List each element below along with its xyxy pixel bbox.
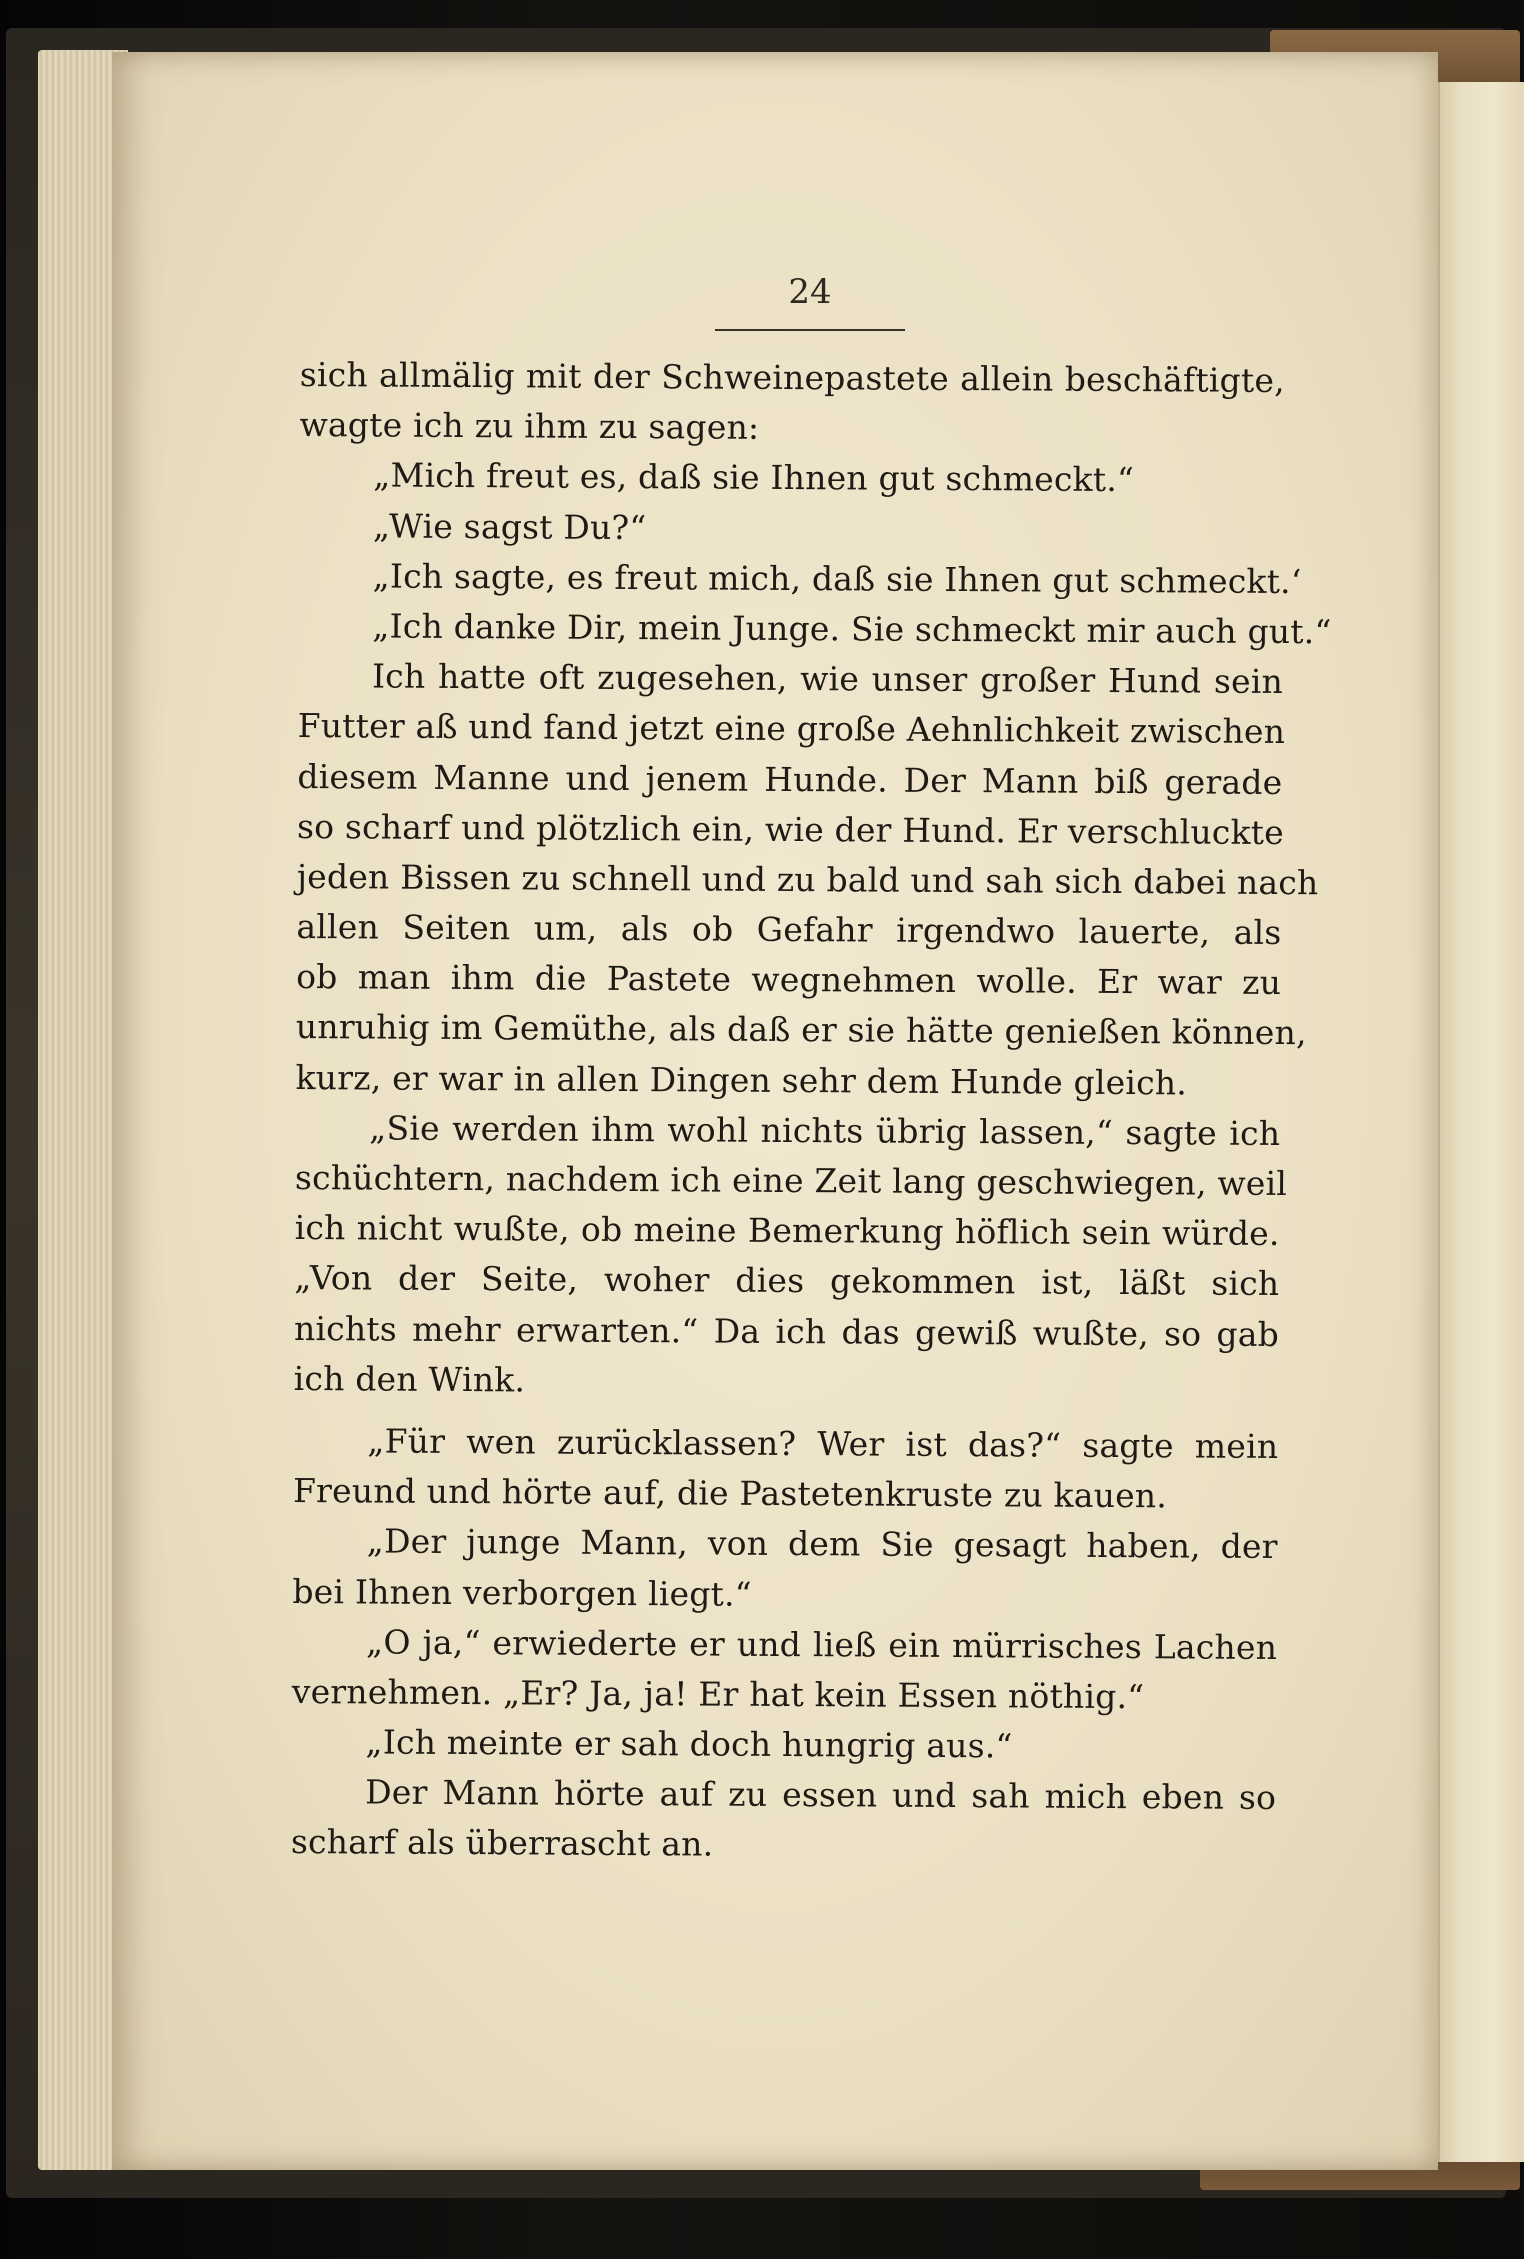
text-line: ich den Wink. [293, 1358, 526, 1400]
body-text [290, 350, 1332, 1874]
text-line: „Ich danke Dir, mein Junge. Sie schmeckt mir auch gut.“ [372, 606, 1332, 652]
page-number: 24 [788, 272, 832, 312]
text-line: vernehmen. „Er? Ja, ja! Er hat kein Essen nöthig.“ [291, 1671, 1145, 1717]
text-line: ob man ihm die Pastete wegnehmen wolle. Er war zu [296, 957, 1282, 1003]
text-line: nichts mehr erwarten.“ Da ich das gewiß wußte, so gab [293, 1308, 1280, 1354]
text-line: Freund und hörte auf, die Pastetenkruste zu kauen. [292, 1471, 1168, 1516]
text-line: ich nicht wußte, ob meine Bemerkung höflich sein würde. [294, 1208, 1280, 1254]
text-line: kurz, er war in allen Dingen sehr dem Hunde gleich. [295, 1057, 1188, 1103]
text-line: unruhig im Gemüthe, als daß er sie hätte genießen können, [295, 1007, 1307, 1053]
text-line: „Wie sagst Du?“ [372, 506, 647, 547]
text-line: sich allmälig mit der Schweinepastete allein beschäftigte, [299, 354, 1285, 401]
text-line: allen Seiten um, als ob Gefahr irgendwo lauerte, als [296, 907, 1282, 953]
text-line: scharf als überrascht an. [290, 1822, 714, 1864]
text-line: „Ich sagte, es freut mich, daß sie Ihnen gut schmeckt.‘ [372, 556, 1302, 601]
text-line: so scharf und plötzlich ein, wie der Hund. Er verschluckte [296, 806, 1285, 852]
text-line: Der Mann hörte auf zu essen und sah mich eben so [365, 1772, 1277, 1818]
text-line: jeden Bissen zu schnell und zu bald und sah sich dabei nach [296, 856, 1319, 903]
text-line: „Von der Seite, woher dies gekommen ist, läßt sich [294, 1258, 1280, 1304]
text-line: diesem Manne und jenem Hunde. Der Mann biß gerade [297, 756, 1283, 802]
text-line: „Mich freut es, daß sie Ihnen gut schmeckt.“ [373, 455, 1135, 500]
text-line: „Für wen zurücklassen? Wer ist das?“ sagte mein [367, 1421, 1279, 1466]
text-line: Futter aß und fand jetzt eine große Aehnlichkeit zwischen [297, 706, 1286, 752]
text-line: bei Ihnen verborgen liegt.“ [292, 1571, 752, 1614]
text-line: „Der junge Mann, von dem Sie gesagt haben, der [366, 1521, 1278, 1567]
page-stack-right [1438, 82, 1524, 2162]
text-line: „Sie werden ihm wohl nichts übrig lassen,“ sagte ich [369, 1108, 1281, 1153]
text-line: „O ja,“ erwiederte er und ließ ein mürrisches Lachen [365, 1622, 1278, 1667]
header-rule [715, 329, 905, 331]
text-line: wagte ich zu ihm zu sagen: [299, 405, 760, 447]
text-line: schüchtern, nachdem ich eine Zeit lang geschwiegen, weil [294, 1157, 1288, 1204]
text-line: Ich hatte oft zugesehen, wie unser großer Hund sein [371, 656, 1284, 702]
text-line: „Ich meinte er sah doch hungrig aus.“ [365, 1722, 1013, 1766]
